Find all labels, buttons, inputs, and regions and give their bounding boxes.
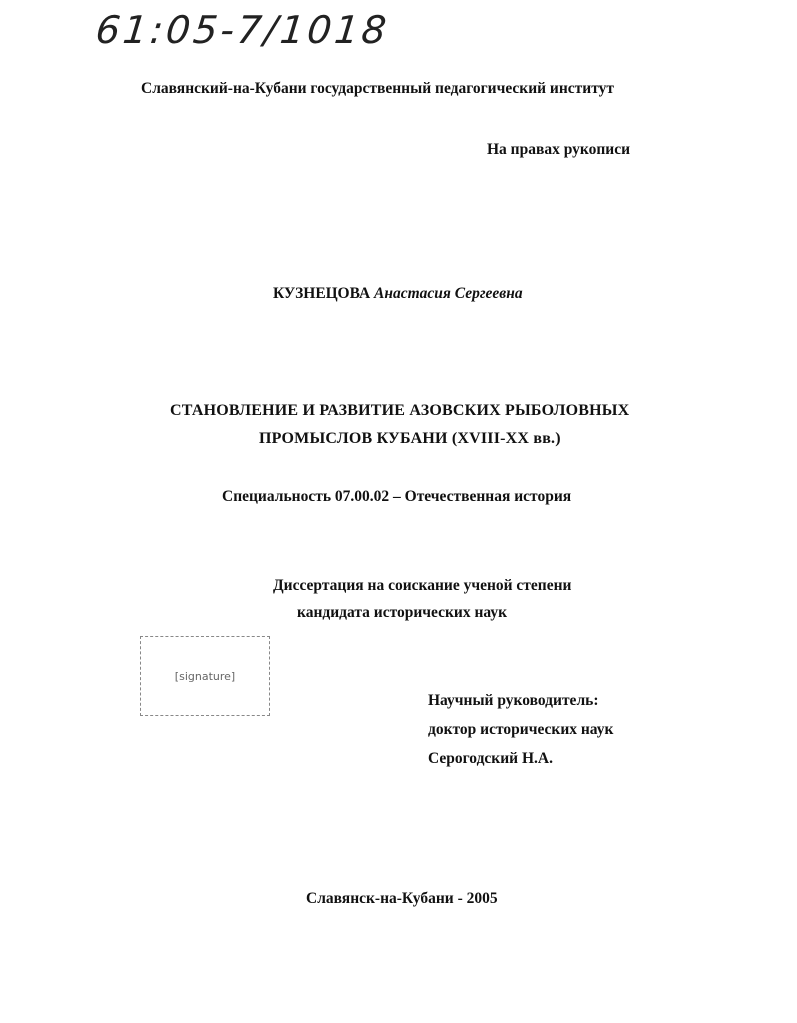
supervisor-degree: доктор исторических наук	[428, 721, 614, 738]
institution-name: Славянский-на-Кубани государственный педагогический институт	[141, 80, 614, 97]
signature-placeholder: [signature]	[140, 636, 270, 716]
archive-code-handwritten: 61:05-7/1018	[93, 8, 392, 52]
manuscript-rights-note: На правах рукописи	[487, 141, 631, 158]
author-given-names: Анастасия Сергеевна	[374, 285, 523, 302]
dissertation-degree-line-2: кандидата исторических наук	[297, 604, 508, 621]
supervisor-name: Серогодский Н.А.	[428, 750, 553, 767]
author-surname: КУЗНЕЦОВА	[273, 285, 371, 302]
place-and-year: Славянск-на-Кубани - 2005	[306, 890, 498, 907]
supervisor-label: Научный руководитель:	[428, 692, 599, 709]
specialty-line: Специальность 07.00.02 – Отечественная история	[222, 488, 572, 505]
dissertation-title-line-2: ПРОМЫСЛОВ КУБАНИ (XVIII-XX вв.)	[259, 430, 561, 447]
author-name	[273, 285, 523, 303]
dissertation-title-line-1: СТАНОВЛЕНИЕ И РАЗВИТИЕ АЗОВСКИХ РЫБОЛОВНЫХ	[170, 402, 630, 419]
dissertation-degree-line-1: Диссертация на соискание ученой степени	[273, 577, 572, 594]
